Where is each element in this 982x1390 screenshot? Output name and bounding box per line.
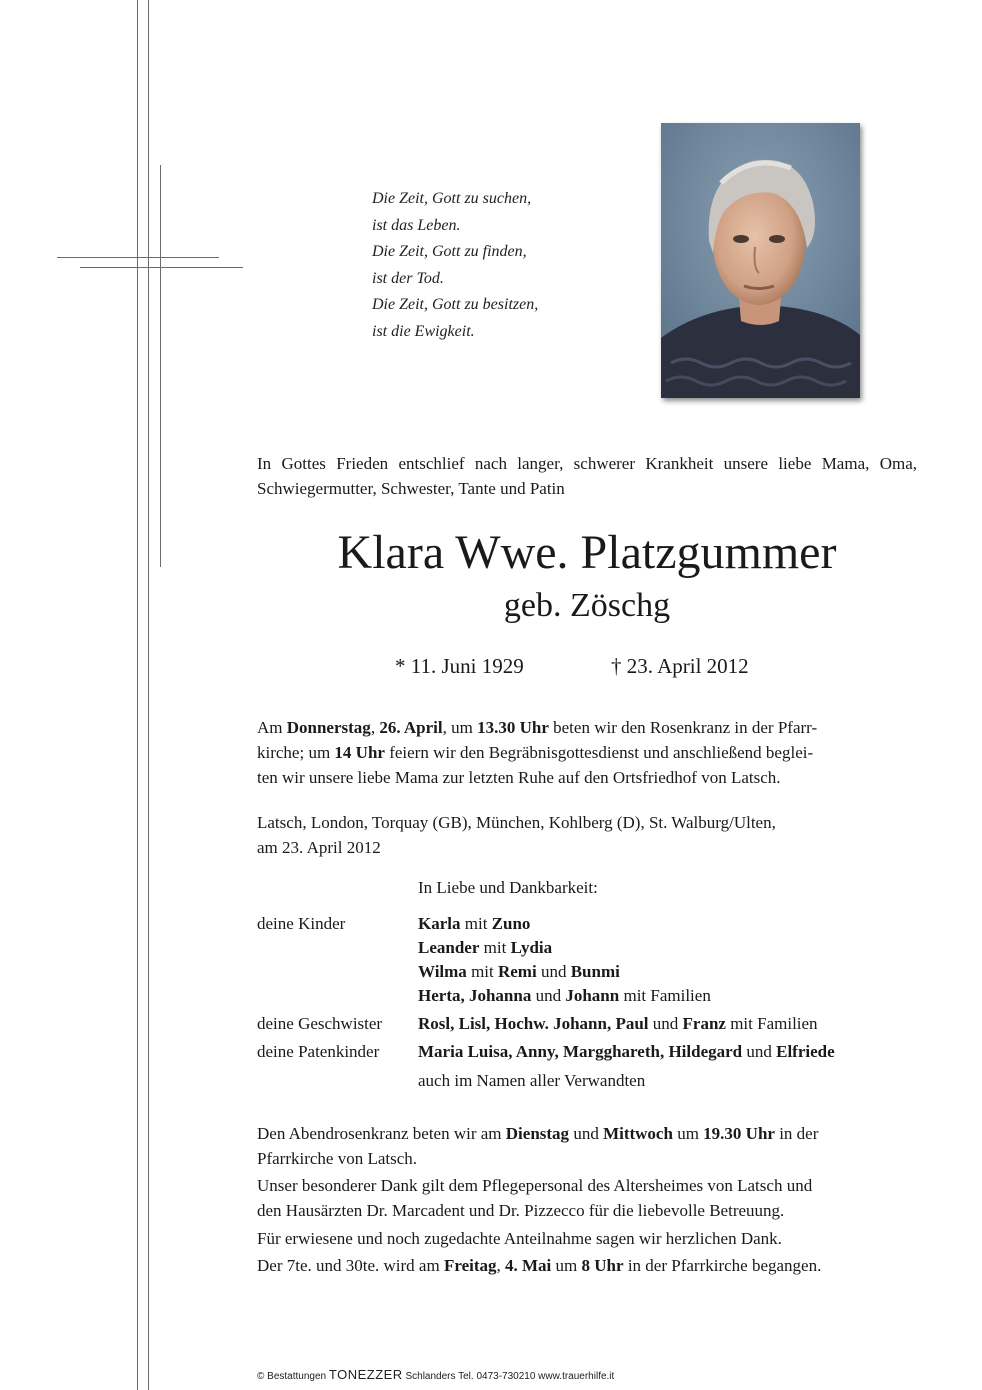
birth-name: geb. Zöschg bbox=[503, 587, 671, 624]
service-line: ten wir unsere liebe Mama zur letzten Ruhe auf den Ortsfriedhof von Latsch. bbox=[257, 768, 781, 787]
cross-vertical-line-left bbox=[137, 0, 138, 1390]
thanks-paragraph bbox=[257, 1173, 917, 1223]
siblings-list: Rosl, Lisl, Hochw. Johann, Paul und Franz mit Familien bbox=[418, 1014, 818, 1033]
cross-vertical-line-middle bbox=[160, 165, 161, 567]
portrait-photo bbox=[661, 123, 860, 398]
list-item: Karla mit Zuno bbox=[418, 914, 531, 933]
service-line: kirche; um 14 Uhr feiern wir den Begräbnisgottesdienst und anschließend beglei- bbox=[257, 743, 814, 762]
godchildren-label: deine Patenkinder bbox=[257, 1042, 380, 1061]
poem-line: ist das Leben. bbox=[372, 216, 461, 234]
place-date bbox=[257, 810, 917, 860]
place-line: Latsch, London, Torquay (GB), München, Kohlberg (D), St. Walburg/Ulten, bbox=[257, 813, 776, 832]
footer-credit bbox=[257, 1367, 614, 1382]
death-date: † 23. April 2012 bbox=[611, 654, 749, 678]
thanks-line: den Hausärzten Dr. Marcadent und Dr. Pizzecco für die liebevolle Betreuung. bbox=[257, 1201, 785, 1220]
birth-date: * 11. Juni 1929 bbox=[395, 654, 524, 678]
cross-horizontal-line-top bbox=[57, 257, 219, 258]
condolence-thanks: Für erwiesene und noch zugedachte Anteilnahme sagen wir herzlichen Dank. bbox=[257, 1229, 782, 1248]
poem-line: ist die Ewigkeit. bbox=[372, 322, 475, 340]
siblings-label: deine Geschwister bbox=[257, 1014, 383, 1033]
evening-rosary bbox=[257, 1121, 917, 1171]
godchildren-list: Maria Luisa, Anny, Margghareth, Hildegard und Elfriede bbox=[418, 1042, 835, 1061]
intro-text: In Gottes Frieden entschlief nach langer, schwerer Krankheit unsere liebe Mama, Oma, Schwiegermutter, Schwester, Tante und Patin bbox=[257, 454, 917, 498]
service-paragraph bbox=[257, 715, 917, 790]
poem-line: Die Zeit, Gott zu besitzen, bbox=[372, 296, 539, 313]
portrait-illustration bbox=[661, 123, 860, 398]
cross-horizontal-line-bottom bbox=[80, 267, 243, 268]
footer-prefix: © Bestattungen bbox=[257, 1371, 329, 1382]
evening-line: Den Abendrosenkranz beten wir am Dienstag und Mittwoch um 19.30 Uhr in der bbox=[257, 1124, 819, 1143]
place-date-line: am 23. April 2012 bbox=[257, 838, 381, 857]
thanks-line: Unser besonderer Dank gilt dem Pflegepersonal des Altersheimes von Latsch und bbox=[257, 1176, 813, 1195]
list-item: Herta, Johanna und Johann mit Familien bbox=[418, 986, 711, 1005]
poem bbox=[372, 186, 632, 345]
gratitude-line: In Liebe und Dankbarkeit: bbox=[418, 878, 598, 897]
children-list bbox=[418, 912, 711, 1008]
list-item: Leander mit Lydia bbox=[418, 938, 553, 957]
relatives-line: auch im Namen aller Verwandten bbox=[418, 1071, 646, 1090]
list-item: Wilma mit Remi und Bunmi bbox=[418, 962, 620, 981]
poem-line: Die Zeit, Gott zu finden, bbox=[372, 243, 527, 260]
footer-brand: TONEZZER bbox=[328, 1367, 403, 1382]
poem-line: ist der Tod. bbox=[372, 269, 444, 287]
service-line: Am Donnerstag, 26. April, um 13.30 Uhr beten wir den Rosenkranz in der Pfarr- bbox=[257, 718, 818, 737]
poem-line: Die Zeit, Gott zu suchen, bbox=[372, 190, 532, 207]
evening-line: Pfarrkirche von Latsch. bbox=[257, 1149, 418, 1168]
memorial-mass: Der 7te. und 30te. wird am Freitag, 4. Mai um 8 Uhr in der Pfarrkirche begangen. bbox=[257, 1256, 822, 1275]
children-label: deine Kinder bbox=[257, 914, 346, 933]
cross-vertical-line-right bbox=[148, 0, 149, 1390]
deceased-name: Klara Wwe. Platzgummer bbox=[337, 526, 837, 579]
footer-contact: Schlanders Tel. 0473-730210 www.trauerhilfe.it bbox=[402, 1371, 615, 1382]
